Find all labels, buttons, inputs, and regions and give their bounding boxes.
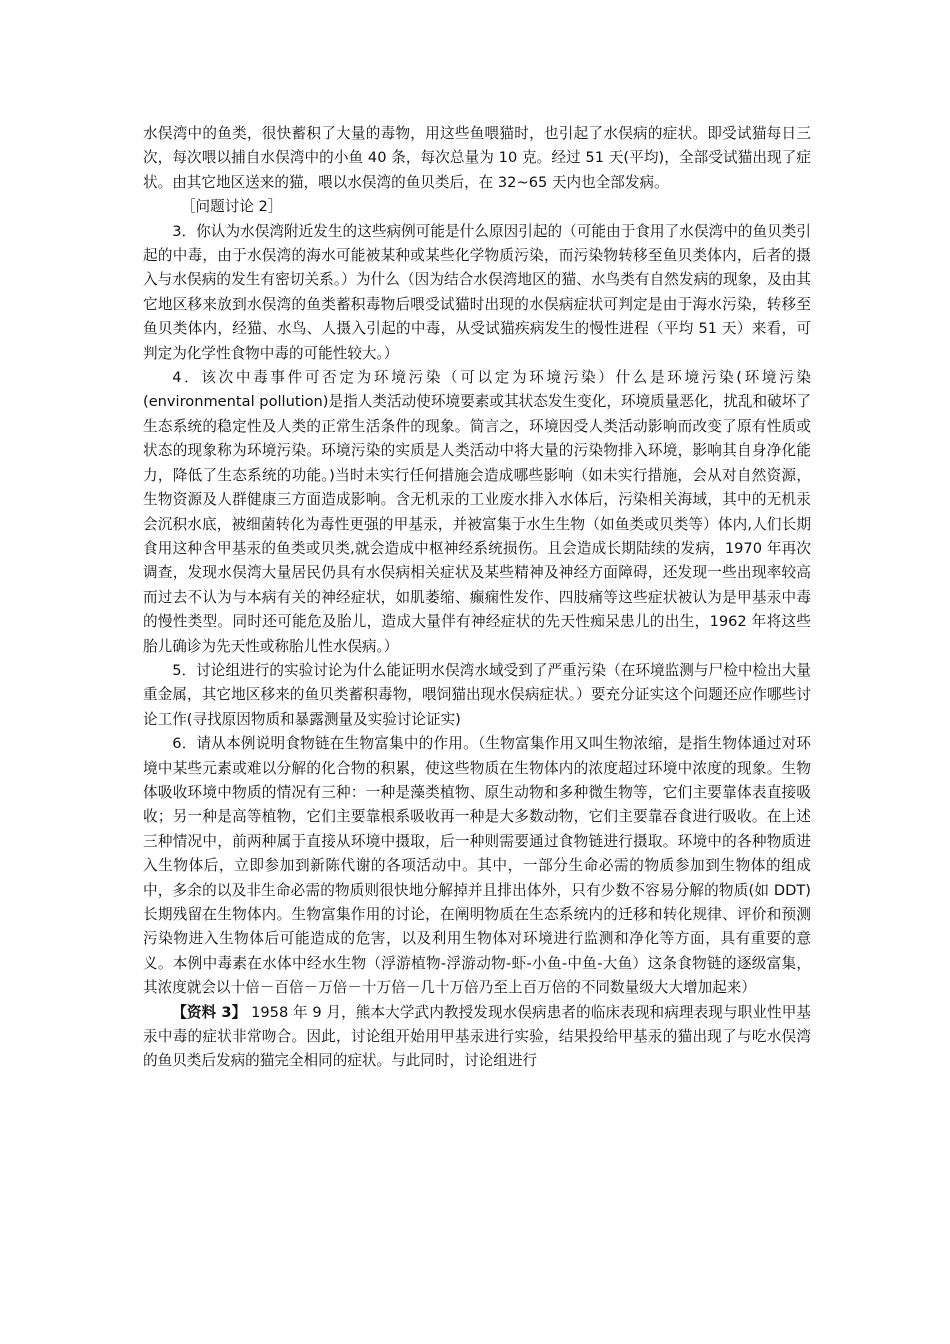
material-3-text: 1958 年 9 月，熊本大学武内教授发现水俣病患者的临床表现和病理表现与职业性甲基汞中毒的症状非常吻合。因此，讨论组开始用甲基汞进行实验，结果投给甲基汞的猫出现了与吃水俣湾的鱼贝类后发病的猫完全相同的症状。与此同时，讨论组进行 xyxy=(143,1003,811,1070)
paragraph-continuation: 水俣湾中的鱼类，很快蓄积了大量的毒物，用这些鱼喂猫时，也引起了水俣病的症状。即受试猫每日三次，每次喂以捕自水俣湾中的小鱼 40 条，每次总量为 10 克。经过 51 天(平均)，全部受试猫出现了症状。由其它地区送来的猫，喂以水俣湾的鱼贝类后，在 32~65 天内也全部发病。 xyxy=(143,125,811,191)
material-3-label: 【资料 3】 xyxy=(172,1003,247,1021)
question-4: 4．该次中毒事件可否定为环境污染（可以定为环境污染）什么是环境污染(环境污染(environmental pollution)是指人类活动使环境要素或其状态发生变化，环境质量恶化，扰乱和破坏了生态系统的稳定性及人类的正常生活条件的现象。简言之，环境因受人类活动影响而改变了原有性质或状态的现象称为环境污染。环境污染的实质是人类活动中将大量的污染物排入环境，影响其自身净化能力，降低了生态系统的功能。)当时未实行任何措施会造成哪些影响（如未实行措施，会从对自然资源，生物资源及人群健康三方面造成影响。含无机汞的工业废水排入水体后，污染相关海域，其中的无机汞会沉积水底，被细菌转化为毒性更强的甲基汞，并被富集于水生生物（如鱼类或贝类等）体内,人们长期食用这种含甲基汞的鱼类或贝类,就会造成中枢神经系统损伤。且会造成长期陆续的发病，1970 年再次调查，发现水俣湾大量居民仍具有水俣病相关症状及某些精神及神经方面障碍，还发现一些出现率较高而过去不认为与本病有关的神经症状，如肌萎缩、癫痫性发作、四肢痛等这些症状被认为是甲基汞中毒的慢性类型。同时还可能危及胎儿，造成大量伴有神经症状的先天性痴呆患儿的出生，1962 年将这些胎儿确诊为先天性或称胎儿性水俣病。） xyxy=(143,369,811,655)
question-6: 6．请从本例说明食物链在生物富集中的作用。（生物富集作用又叫生物浓缩，是指生物体通过对环境中某些元素或难以分解的化合物的积累，使这些物质在生物体内的浓度超过环境中浓度的现象。生物体吸收环境中物质的情况有三种：一种是藻类植物、原生动物和多种微生物等，它们主要靠体表直接吸收；另一种是高等植物，它们主要靠根系吸收再一种是大多数动物，它们主要靠吞食进行吸收。在上述三种情况中，前两种属于直接从环境中摄取，后一种则需要通过食物链进行摄取。环境中的各种物质进入生物体后，立即参加到新陈代谢的各项活动中。其中，一部分生命必需的物质参加到生物体的组成中，多余的以及非生命必需的物质则很快地分解掉并且排出体外，只有少数不容易分解的物质(如 DDT)长期残留在生物体内。生物富集作用的讨论，在阐明物质在生态系统内的迁移和转化规律、评价和预测污染物进入生物体后可能造成的危害，以及利用生物体对环境进行监测和净化等方面，具有重要的意义。本例中毒素在水体中经水生物（浮游植物-浮游动物-虾-小鱼-中鱼-大鱼）这条食物链的逐级富集，其浓度就会以十倍－百倍－万倍－十万倍－几十万倍乃至上百万倍的不同数量级大大增加起来） xyxy=(143,735,811,997)
material-3-paragraph xyxy=(143,1001,811,1074)
document-page xyxy=(143,122,811,1074)
question-3: 3．你认为水俣湾附近发生的这些病例可能是什么原因引起的（可能由于食用了水俣湾中的鱼贝类引起的中毒，由于水俣湾的海水可能被某种或某些化学物质污染，而污染物转移至鱼贝类体内，后者的摄入与水俣病的发生有密切关系。）为什么（因为结合水俣湾地区的猫、水鸟类有自然发病的现象，及由其它地区移来放到水俣湾的鱼类蓄积毒物后喂受试猫时出现的水俣病症状可判定是由于海水污染，转移至鱼贝类体内，经猫、水鸟、人摄入引起的中毒，从受试猫疾病发生的慢性进程（平均 51 天）来看，可判定为化学性食物中毒的可能性较大。） xyxy=(143,222,811,362)
question-5: 5．讨论组进行的实验讨论为什么能证明水俣湾水域受到了严重污染（在环境监测与尸检中检出大量重金属，其它地区移来的鱼贝类蓄积毒物，喂饲猫出现水俣病症状。）要充分证实这个问题还应作哪些讨论工作(寻找原因物质和暴露测量及实验讨论证实) xyxy=(143,661,811,728)
section-heading-discussion-2: ［问题讨论 2］ xyxy=(180,198,283,216)
